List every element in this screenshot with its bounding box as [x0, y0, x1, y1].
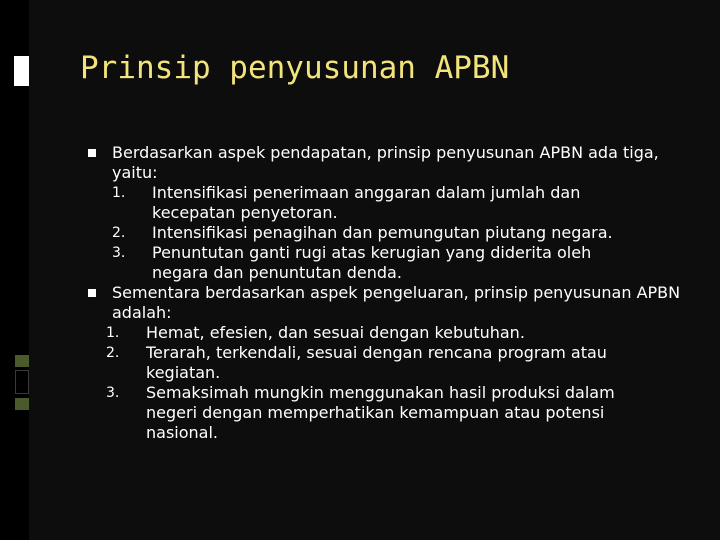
side-decoration-middle	[15, 370, 29, 394]
list-number: 3.	[112, 245, 126, 261]
list-item-text: Intensifikasi penagihan dan pemungutan piutang negara.	[152, 223, 613, 242]
list-number: 2.	[112, 225, 126, 241]
list-number: 1.	[106, 325, 120, 341]
side-decoration-top	[15, 355, 29, 367]
list-item-text: Terarah, terkendali, sesuai dengan rencana program atau kegiatan.	[146, 343, 607, 382]
slide-title: Prinsip penyusunan APBN	[80, 50, 510, 86]
list-item	[88, 323, 688, 343]
list-item	[88, 343, 688, 383]
title-accent-bar	[14, 56, 29, 86]
list-number: 1.	[112, 185, 126, 201]
bullet-text: Berdasarkan aspek pendapatan, prinsip penyusunan APBN ada tiga, yaitu:	[112, 143, 659, 182]
expenditure-principles-list	[88, 323, 688, 443]
list-number: 3.	[106, 385, 120, 401]
list-number: 2.	[106, 345, 120, 361]
list-item	[88, 383, 688, 443]
bullet-revenue	[88, 143, 688, 183]
list-item-text: Intensifikasi penerimaan anggaran dalam jumlah dan kecepatan penyetoran.	[152, 183, 581, 222]
list-item	[88, 243, 688, 283]
slide-content	[88, 143, 688, 443]
list-item	[88, 183, 688, 223]
revenue-principles-list	[88, 183, 688, 283]
square-bullet-icon	[88, 149, 96, 157]
bullet-expenditure	[88, 283, 688, 323]
list-item-text: Penuntutan ganti rugi atas kerugian yang diderita oleh negara dan penuntutan denda.	[152, 243, 592, 282]
side-decoration-bottom	[15, 398, 29, 410]
square-bullet-icon	[88, 289, 96, 297]
list-item-text: Hemat, efesien, dan sesuai dengan kebutuhan.	[146, 323, 525, 342]
bullet-text: Sementara berdasarkan aspek pengeluaran, prinsip penyusunan APBN adalah:	[112, 283, 681, 322]
list-item-text: Semaksimah mungkin menggunakan hasil produksi dalam negeri dengan memperhatikan kemampuan atau potensi nasional.	[146, 383, 615, 442]
list-item	[88, 223, 688, 243]
